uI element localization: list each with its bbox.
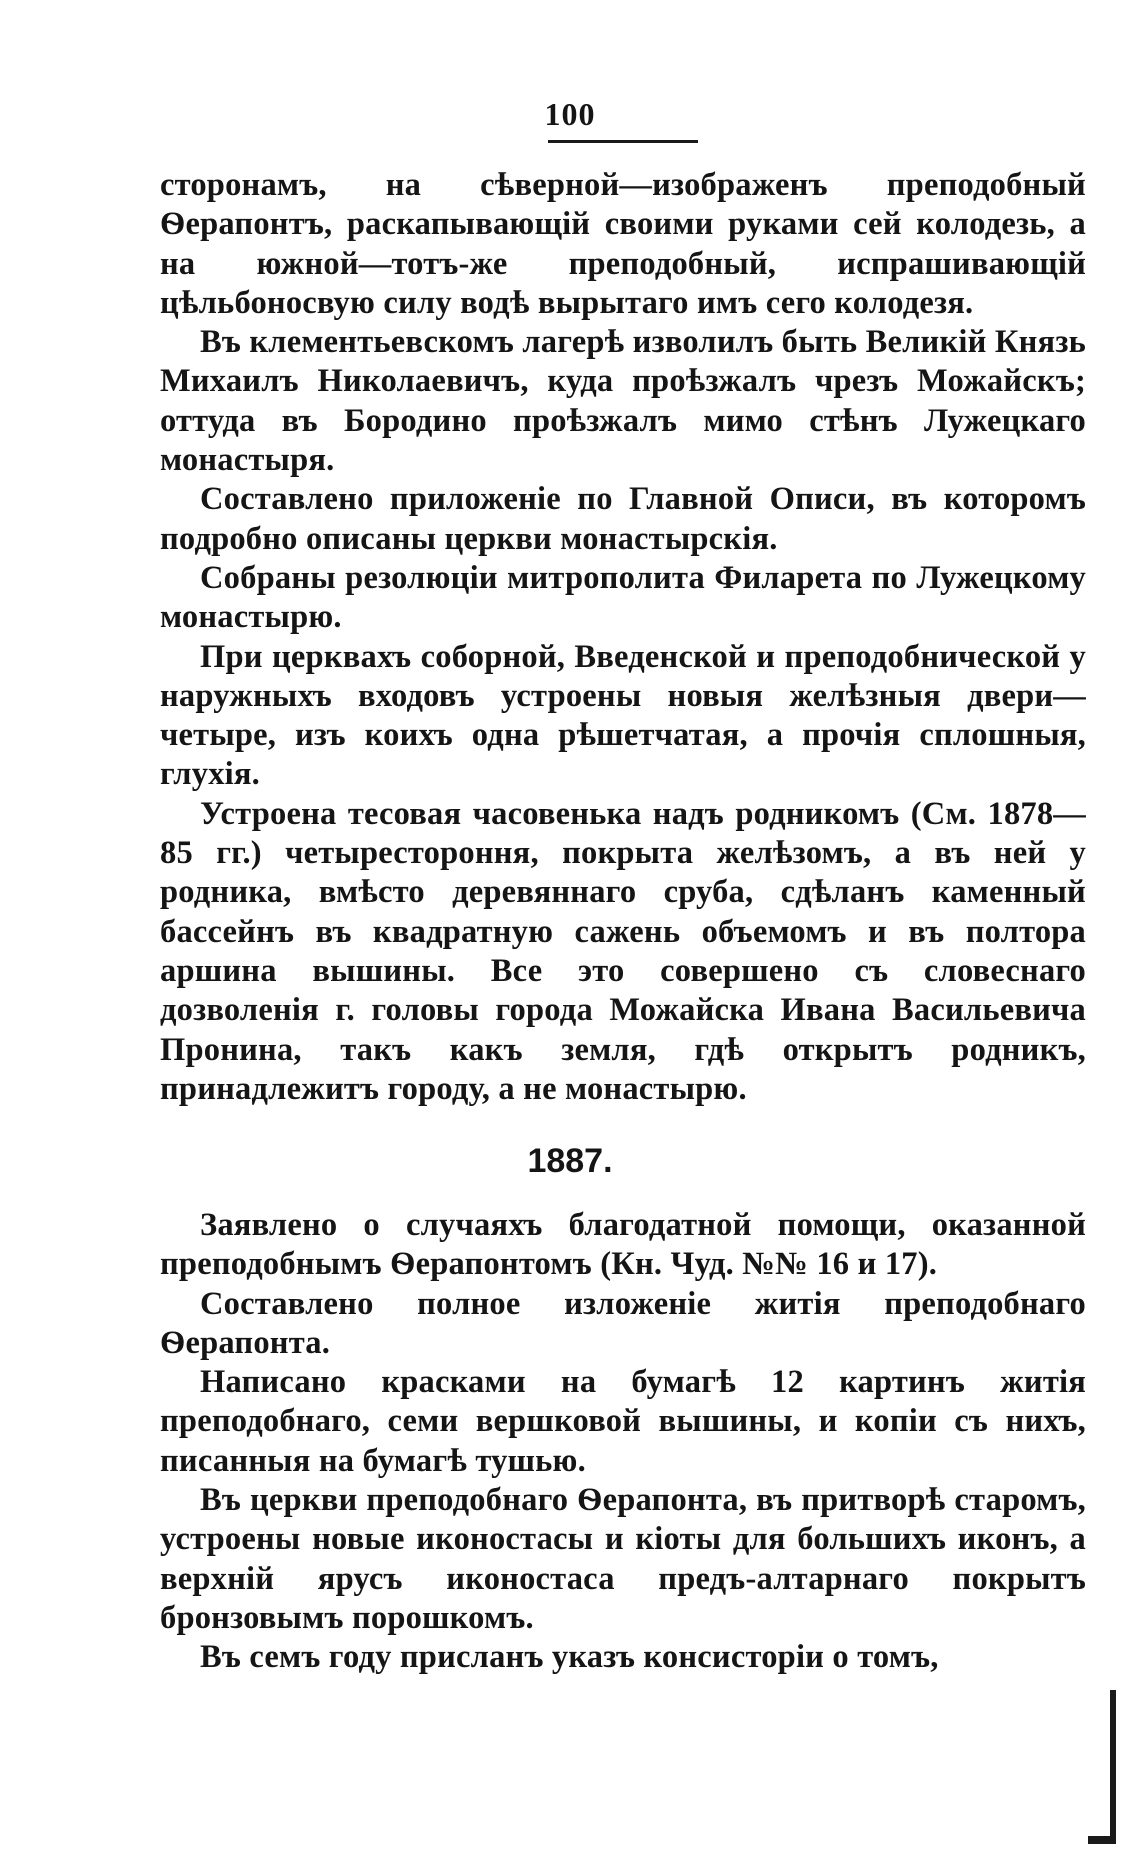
paragraph: Составлено полное изложеніе житія преподобнаго Ѳерапонта. [160,1285,1086,1361]
text-section-1 [160,166,1086,1109]
paragraph: Составлено приложеніе по Главной Описи, въ которомъ подробно описаны церкви монастырскія. [160,481,1086,557]
paragraph: Въ церкви преподобнаго Ѳерапонта, въ притворѣ старомъ, устроены новые иконостасы и кіоты для большихъ иконъ, а верхній ярусъ иконостаса предъ-алтарнаго покрытъ бронзовымъ порошкомъ. [160,1482,1086,1636]
paragraph: При церквахъ соборной, Введенской и преподобнической у наружныхъ входовъ устроены новыя желѣзныя двери—четыре, изъ коихъ одна рѣшетчатая, а прочія сплошныя, глухія. [160,638,1086,793]
year-heading: 1887. [527,1142,613,1180]
binding-edge-mark [1110,1690,1116,1840]
page-number-rule [548,140,698,143]
paragraph: Въ клементьевскомъ лагерѣ изволилъ быть Великій Князь Михаилъ Николаевичъ, куда проѣзжалъ чрезъ Можайскъ; оттуда въ Бородино проѣзжалъ мимо стѣнъ Лужецкаго монастыря. [160,324,1086,479]
paragraph: Устроена тесовая часовенька надъ родникомъ (См. 1878—85 гг.) четырестороння, покрыта желѣзомъ, а въ ней у родника, вмѣсто деревяннаго сруба, сдѣланъ каменный бассейнъ въ квадратную сажень объемомъ и въ полтора аршина вышины. Все это совершено съ словеснаго дозволенія г. головы города Можайска Ивана Васильевича Пронина, такъ какъ земля, гдѣ открытъ родникъ, принадлежитъ городу, а не монастырю. [160,795,1086,1107]
paragraph: Написано красками на бумагѣ 12 картинъ житія преподобнаго, семи вершковой вышины, и копіи съ нихъ, писанныя на бумагѣ тушью. [160,1364,1086,1479]
text-section-2 [160,1206,1086,1678]
paragraph: Въ семъ году присланъ указъ консисторіи о томъ, [200,1639,939,1676]
paragraph: Заявлено о случаяхъ благодатной помощи, оказанной преподобнымъ Ѳерапонтомъ (Кн. Чуд. №№ 16 и 17). [160,1207,1086,1283]
paragraph-continued: сторонамъ, на сѣверной—изображенъ преподобный Ѳерапонтъ, раскапывающій своими руками сей колодезь, а на южной—тотъ-же преподобный, испрашивающій цѣльбоносвую силу водѣ вырытаго имъ сего колодезя. [160,167,1086,321]
paragraph: Собраны резолюціи митрополита Филарета по Лужецкому монастырю. [160,559,1086,636]
page-number: 100 [544,96,596,132]
binding-edge-foot [1088,1836,1116,1844]
